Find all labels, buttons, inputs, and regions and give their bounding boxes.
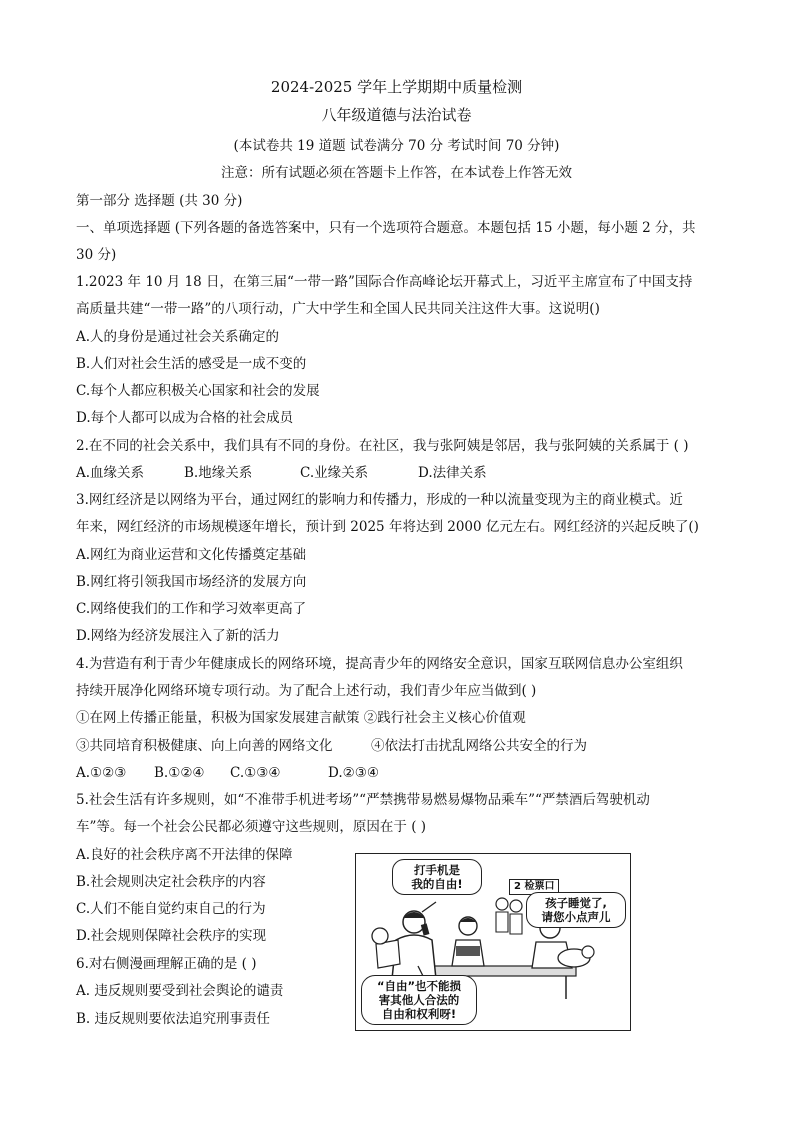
section-instructions: 一、单项选择题 (下列各题的备选答案中，只有一个选项符合题意。本题包括 15 小题，每小题 2 分，共 <box>76 220 696 236</box>
section-instructions-cont: 30 分) <box>76 247 117 263</box>
q4-option-b: B.①②④ <box>154 765 205 781</box>
q4-option-c: C.①③④ <box>230 765 281 781</box>
q1-stem-cont: 高质量共建“一带一路”的八项行动，广大中学生和全国人民共同关注这件大事。这说明() <box>76 301 600 317</box>
q5-option-a: A.良好的社会秩序离不开法律的保障 <box>76 847 293 863</box>
q5-stem-cont: 车”等。每一个社会公民都必须遵守这些规则，原因在于 ( ) <box>76 819 427 835</box>
q3-stem-cont: 年来，网红经济的市场规模逐年增长，预计到 2025 年将达到 2000 亿元左右。网红经济的兴起反映了() <box>76 519 699 535</box>
q4-item-4: ④依法打击扰乱网络公共安全的行为 <box>371 738 587 754</box>
speech-bubble-mother-text: 孩子睡觉了, 请您小点声儿 <box>541 896 611 924</box>
q2-option-d: D.法律关系 <box>418 465 487 481</box>
q1-option-d: D.每个人都可以成为合格的社会成员 <box>76 410 294 426</box>
q4-option-a: A.①②③ <box>76 765 127 781</box>
q6-option-a: A. 违反规则要受到社会舆论的谴责 <box>76 983 284 999</box>
speech-bubble-phone-text: 打手机是 我的自由! <box>411 863 463 891</box>
q4-option-d: D.②③④ <box>328 765 379 781</box>
q4-stem: 4.为营造有利于青少年健康成长的网络环境，提高青少年的网络安全意识，国家互联网信息办公室组织 <box>76 656 683 672</box>
q1-option-a: A.人的身份是通过社会关系确定的 <box>76 329 280 345</box>
exam-info: (本试卷共 19 道题 试卷满分 70 分 考试时间 70 分钟) <box>233 138 560 154</box>
q4-stem-cont: 持续开展净化网络环境专项行动。为了配合上述行动，我们青少年应当做到( ) <box>76 683 537 699</box>
q6-stem: 6.对右侧漫画理解正确的是 ( ) <box>76 956 257 972</box>
q4-item-1-2: ①在网上传播正能量，积极为国家发展建言献策 ②践行社会主义核心价值观 <box>76 710 526 726</box>
exam-notice: 注意：所有试题必须在答题卡上作答，在本试卷上作答无效 <box>221 165 572 181</box>
q1-option-c: C.每个人都应积极关心国家和社会的发展 <box>76 383 320 399</box>
q3-option-b: B.网红将引领我国市场经济的发展方向 <box>76 574 307 590</box>
q2-option-c: C.业缘关系 <box>300 465 369 481</box>
q5-option-b: B.社会规则决定社会秩序的内容 <box>76 874 266 890</box>
q5-option-c: C.人们不能自觉约束自己的行为 <box>76 901 266 917</box>
q4-item-3: ③共同培育积极健康、向上向善的网络文化 <box>76 738 333 754</box>
exam-subtitle: 八年级道德与法治试卷 <box>321 106 472 124</box>
q3-option-a: A.网红为商业运营和文化传播奠定基础 <box>76 547 307 563</box>
q3-stem: 3.网红经济是以网络为平台，通过网红的影响力和传播力，形成的一种以流量变现为主的商业模式。近 <box>76 492 683 508</box>
q1-option-b: B.人们对社会生活的感受是一成不变的 <box>76 356 307 372</box>
q5-stem: 5.社会生活有许多规则，如“不准带手机进考场”“严禁携带易燃易爆物品乘车”“严禁酒后驾驶机动 <box>76 792 650 808</box>
speech-bubble-freedom-text: “自由”也不能损 害其他人合法的 自由和权利呀! <box>376 979 462 1021</box>
ticket-gate-sign: 2 检票口 <box>509 879 559 895</box>
comic-illustration <box>355 853 631 1031</box>
q4-options <box>76 764 379 782</box>
q2-options <box>76 464 487 482</box>
q2-option-b: B.地缘关系 <box>184 465 253 481</box>
q2-stem: 2.在不同的社会关系中，我们具有不同的身份。在社区，我与张阿姨是邻居，我与张阿姨的关系属于 ( ) <box>76 438 689 454</box>
part1-heading: 第一部分 选择题 (共 30 分) <box>76 193 243 209</box>
speech-bubble-freedom <box>361 975 477 1025</box>
q5-option-d: D.社会规则保障社会秩序的实现 <box>76 928 267 944</box>
speech-bubble-phone <box>392 859 482 895</box>
speech-bubble-mother <box>526 892 626 928</box>
q3-option-d: D.网络为经济发展注入了新的活力 <box>76 628 280 644</box>
q2-option-a: A.血缘关系 <box>76 465 145 481</box>
q3-option-c: C.网络使我们的工作和学习效率更高了 <box>76 601 307 617</box>
q1-stem: 1.2023 年 10 月 18 日，在第三届“一带一路”国际合作高峰论坛开幕式上，习近平主席宣布了中国支持 <box>76 274 693 290</box>
exam-title: 2024-2025 学年上学期期中质量检测 <box>270 78 523 96</box>
q6-option-b: B. 违反规则要依法追究刑事责任 <box>76 1011 271 1027</box>
